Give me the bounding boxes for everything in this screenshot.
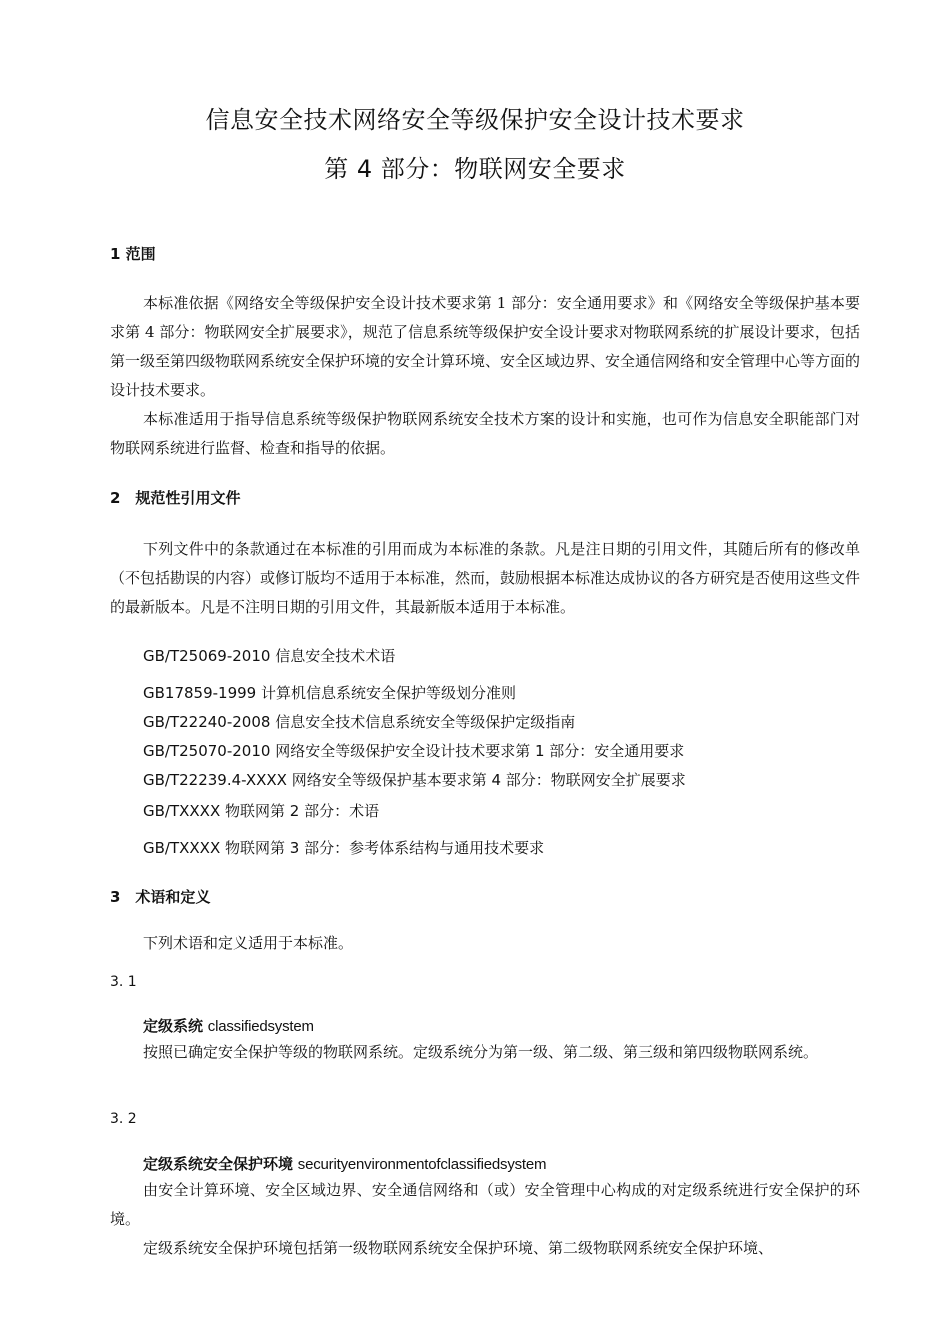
section-1-paragraph-2: 本标准适用于指导信息系统等级保护物联网系统安全技术方案的设计和实施，也可作为信息安全职能部门对物联网系统进行监督、检查和指导的依据。 (110, 410, 860, 457)
section-3-heading: 3 术语和定义 (110, 888, 211, 906)
term-name-cn: 定级系统安全保护环境 (143, 1155, 294, 1173)
section-2-heading: 2 规范性引用文件 (110, 489, 241, 507)
reference-item: GB17859-1999 计算机信息系统安全保护等级划分准则 (143, 684, 516, 702)
term-definition: 定级系统安全保护环境包括第一级物联网系统安全保护环境、第二级物联网系统安全保护环境、 (143, 1239, 774, 1257)
reference-item: GB/T25070-2010 网络安全等级保护安全设计技术要求第 1 部分：安全通用要求 (143, 742, 685, 760)
term-definition: 按照已确定安全保护等级的物联网系统。定级系统分为第一级、第二级、第三级和第四级物联网系统。 (143, 1043, 819, 1061)
term-heading (143, 1015, 314, 1036)
term-number: 3. 1 (110, 974, 137, 990)
term-number: 3. 2 (110, 1111, 137, 1127)
term-name-en: classifiedsystem (207, 1018, 314, 1035)
reference-item: GB/TXXXX 物联网第 3 部分：参考体系结构与通用技术要求 (143, 839, 545, 857)
reference-item: GB/T25069-2010 信息安全技术术语 (143, 647, 396, 665)
document-title: 信息安全技术网络安全等级保护安全设计技术要求 (205, 106, 745, 134)
term-definition: 由安全计算环境、安全区域边界、安全通信网络和（或）安全管理中心构成的对定级系统进行安全保护的环境。 (110, 1181, 860, 1228)
section-1-heading: 1 范围 (110, 245, 156, 263)
term-name-en: securityenvironmentofclassifiedsystem (297, 1156, 547, 1173)
term-heading (143, 1153, 546, 1174)
section-2-paragraph: 下列文件中的条款通过在本标准的引用而成为本标准的条款。凡是注日期的引用文件，其随后所有的修改单（不包括勘误的内容）或修订版均不适用于本标准，然而，鼓励根据本标准达成协议的各方研究是否使用这些文件的最新版本。凡是不注明日期的引用文件，其最新版本适用于本标准。 (110, 540, 861, 616)
reference-item: GB/T22239.4-XXXX 网络安全等级保护基本要求第 4 部分：物联网安全扩展要求 (143, 771, 686, 789)
document-subtitle: 第 4 部分：物联网安全要求 (324, 155, 626, 183)
section-1-paragraph-1: 本标准依据《网络安全等级保护安全设计技术要求第 1 部分：安全通用要求》和《网络安全等级保护基本要求第 4 部分：物联网安全扩展要求》，规范了信息系统等级保护安全设计要求对物联网系统的扩展设计要求，包括第一级至第四级物联网系统安全保护环境的安全计算环境、安全区域边界、安全通信网络和安全管理中心等方面的设计技术要求。 (110, 294, 861, 399)
term-name-cn: 定级系统 (143, 1017, 204, 1035)
section-3-paragraph: 下列术语和定义适用于本标准。 (143, 934, 354, 952)
reference-item: GB/T22240-2008 信息安全技术信息系统安全等级保护定级指南 (143, 713, 576, 731)
reference-item: GB/TXXXX 物联网第 2 部分：术语 (143, 802, 380, 820)
